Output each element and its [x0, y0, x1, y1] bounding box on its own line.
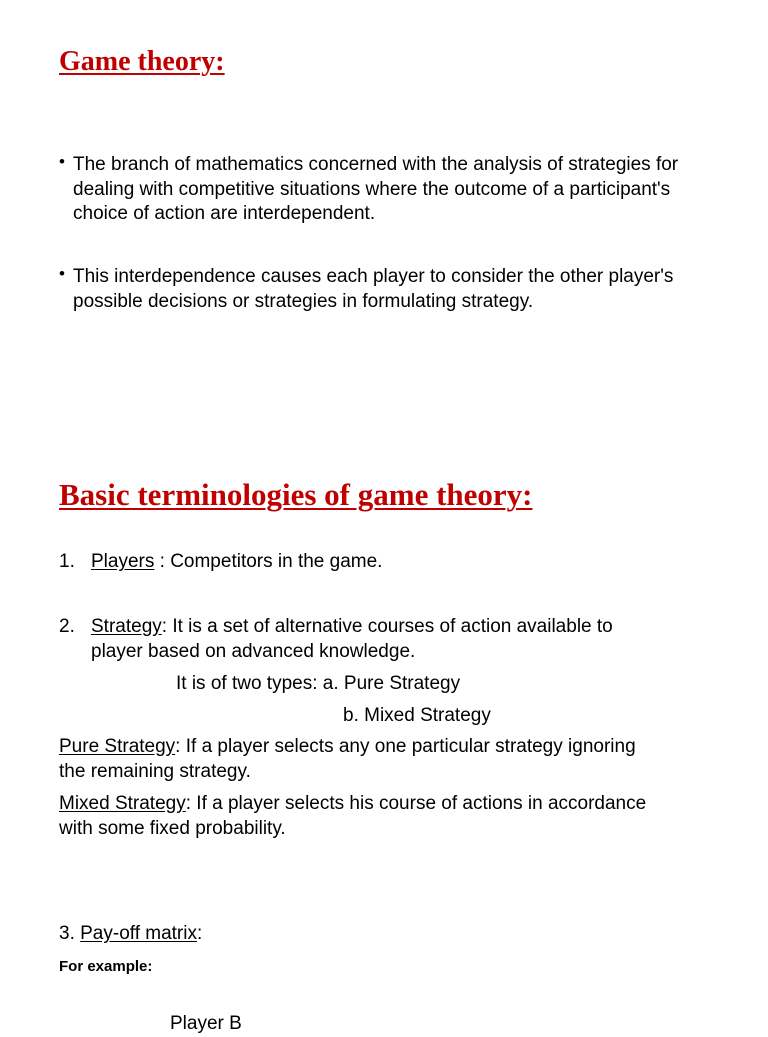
bullet-text: The branch of mathematics concerned with the analysis of strategies for dealing with competitive situations where the outcome of a participant's choice of action are interdependent. [73, 154, 679, 224]
strategy-types-line2: b. Mixed Strategy [343, 705, 491, 726]
list-number: 2. [59, 616, 75, 637]
list-item-strategy [59, 615, 613, 640]
section-title-game-theory: Game theory: [59, 46, 225, 77]
pure-strategy-definition [59, 735, 636, 760]
definition-strategy-line1: : It is a set of alternative courses of action available to [161, 616, 613, 637]
term-strategy: Strategy [91, 616, 162, 637]
list-number: 1. [59, 551, 75, 572]
bullet-dot: • [59, 152, 65, 171]
bullet-text: This interdependence causes each player to consider the other player's possible decisions or strategies in formulating strategy. [73, 266, 674, 312]
mixed-strategy-text-line1: : If a player selects his course of actions in accordance [185, 793, 647, 814]
player-b-label: Player B [170, 1013, 242, 1034]
term-pure-strategy: Pure Strategy [59, 736, 176, 757]
bullet-dot: • [59, 264, 65, 283]
example-label: For example: [59, 958, 153, 975]
list-item-players [59, 550, 382, 575]
bullet-interdependence [59, 265, 709, 314]
bullet-definition [59, 153, 709, 227]
pure-strategy-text-line1: : If a player selects any one particular strategy ignoring [175, 736, 636, 757]
section-title-basic-terminologies: Basic terminologies of game theory: [59, 477, 533, 512]
strategy-types-line1: It is of two types: a. Pure Strategy [176, 673, 461, 694]
term-mixed-strategy: Mixed Strategy [59, 793, 186, 814]
mixed-strategy-text-line2: with some fixed probability. [59, 818, 286, 839]
term-players: Players [91, 551, 155, 572]
term-payoff-matrix: Pay-off matrix [80, 923, 197, 944]
pure-strategy-text-line2: the remaining strategy. [59, 761, 251, 782]
mixed-strategy-definition [59, 792, 646, 817]
list-item-payoff-matrix [59, 922, 202, 947]
payoff-colon: : [196, 923, 203, 944]
definition-players: : Competitors in the game. [154, 551, 383, 572]
list-number: 3. [59, 923, 81, 944]
definition-strategy-line2: player based on advanced knowledge. [91, 641, 416, 662]
